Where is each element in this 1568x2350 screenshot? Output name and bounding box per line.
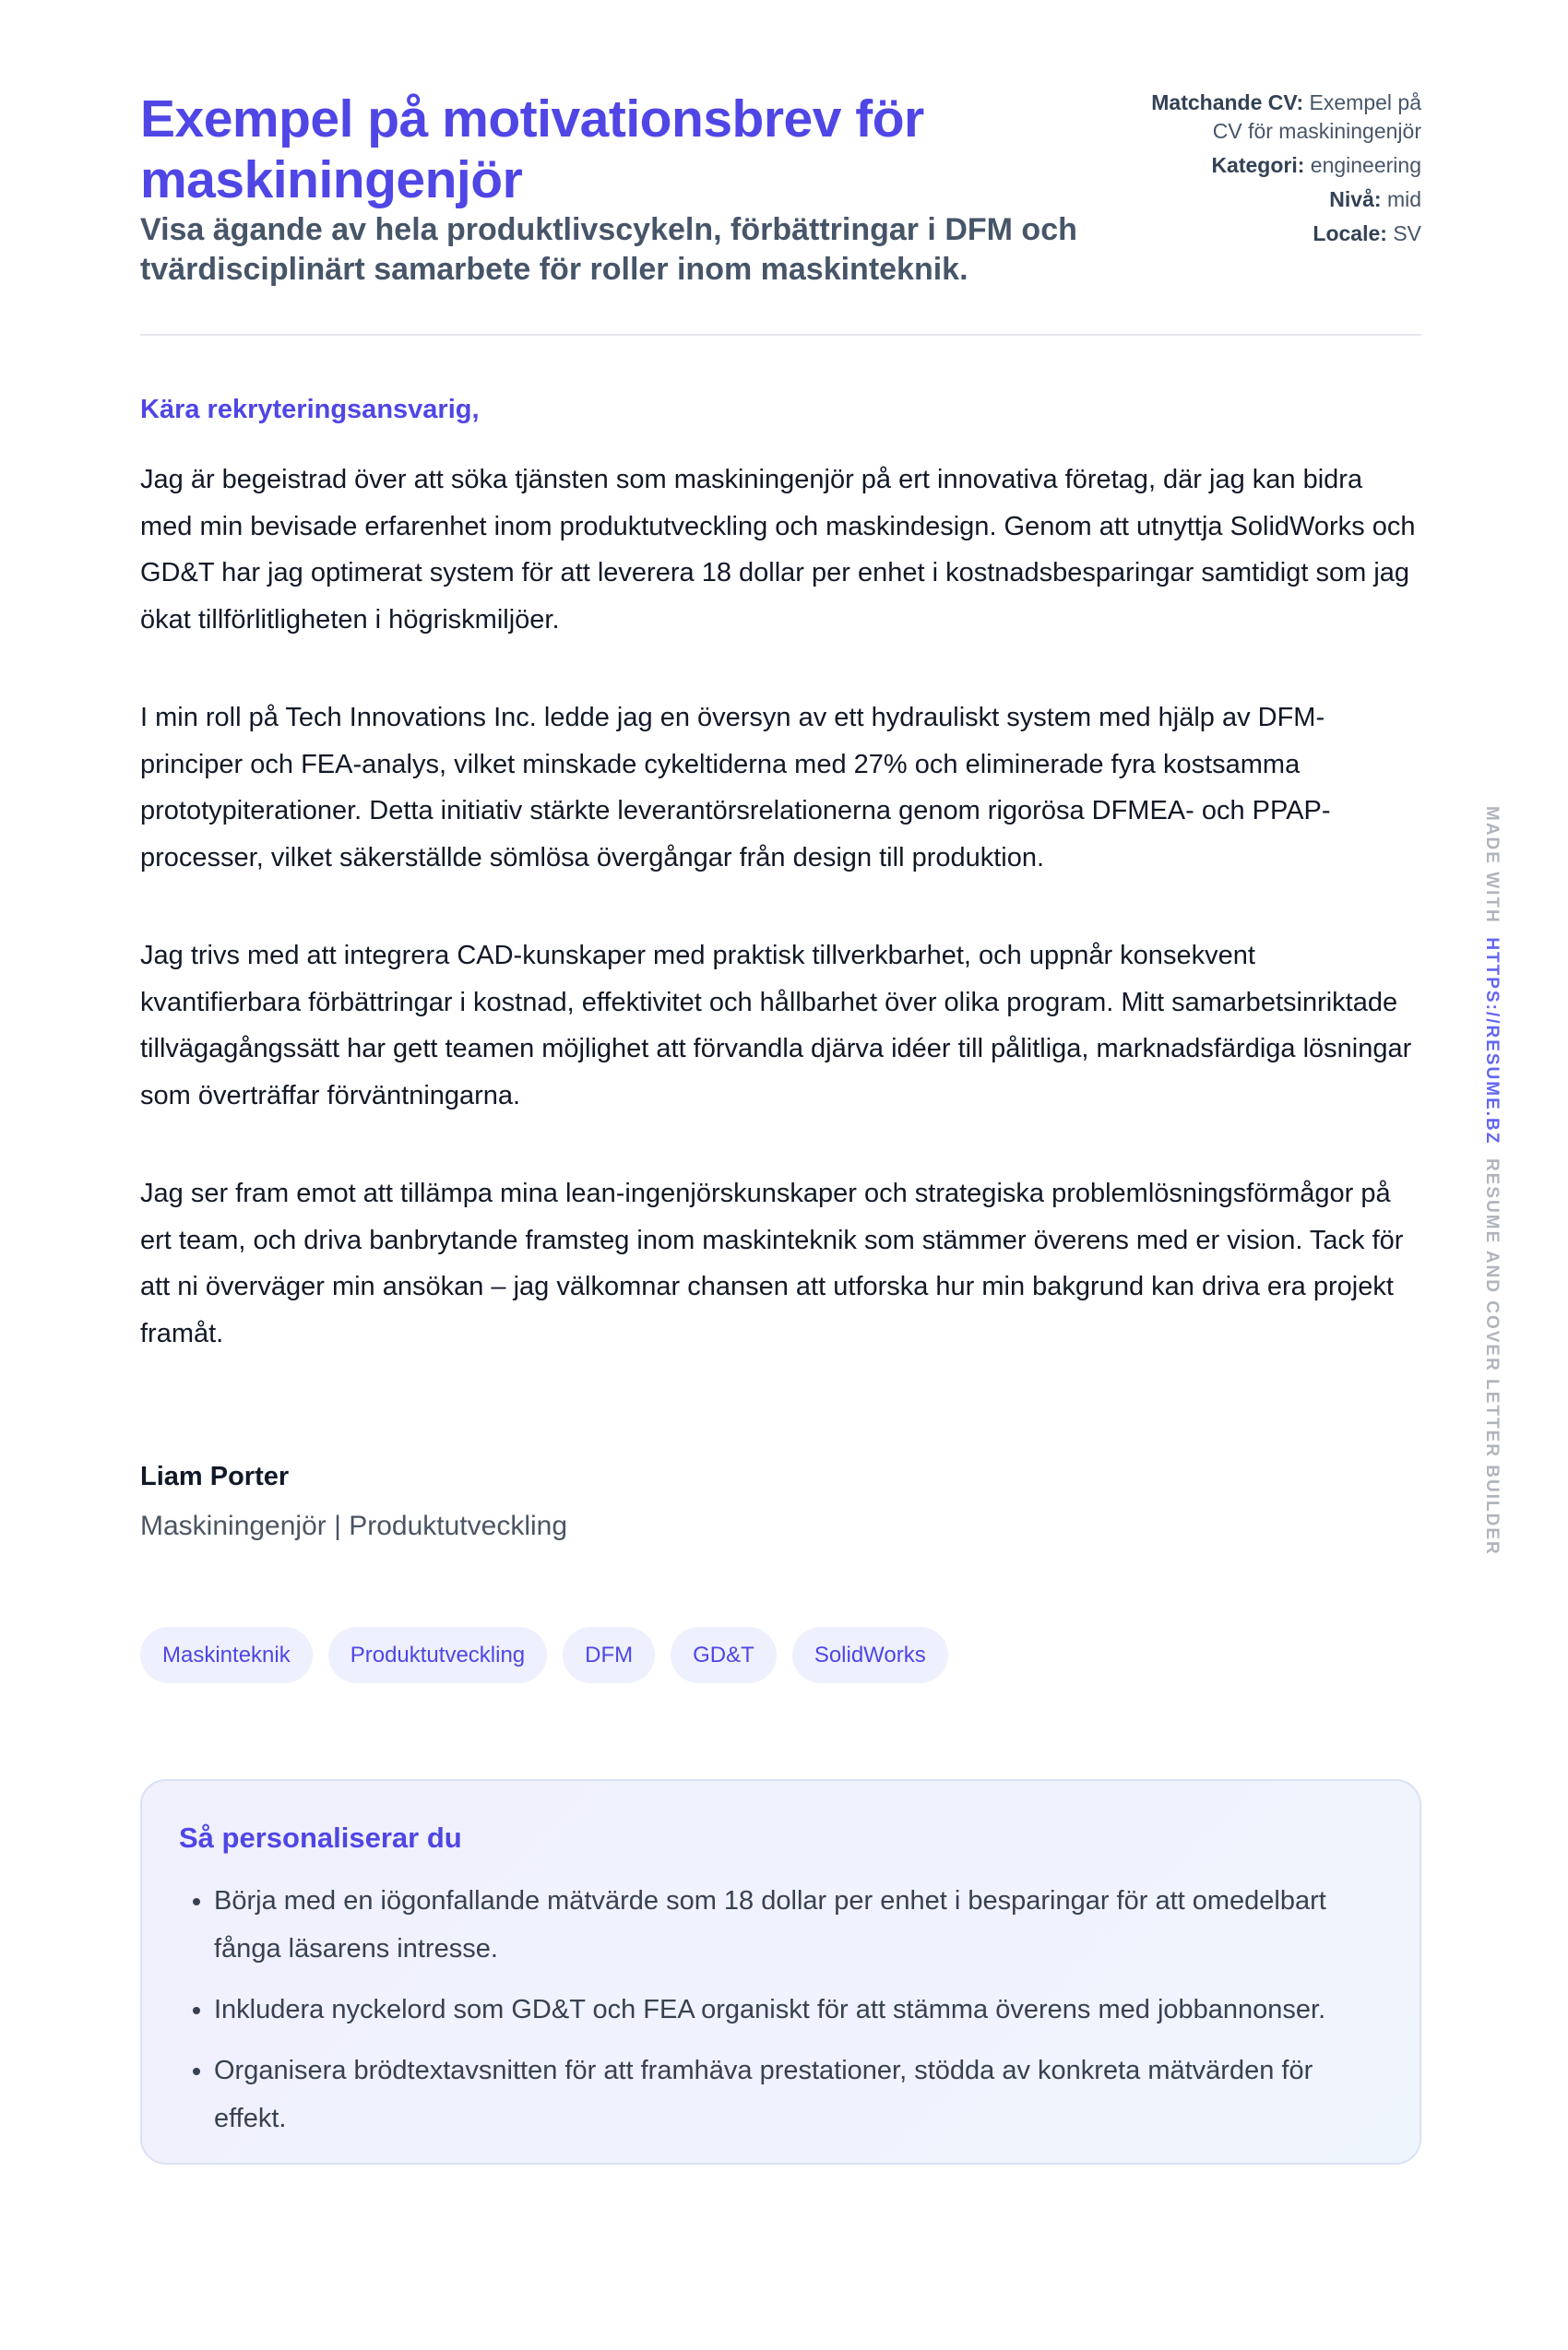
banner-prefix: MADE WITH [1482,806,1502,924]
letter-paragraph: I min roll på Tech Innovations Inc. ledde jag en översyn av ett hydrauliskt system med hjälp av DFM-principer och FEA-analys, vilket minskade cykeltiderna med 27% och eliminerade fyra kostsamma prototypiterationer. Detta initiativ stärkte leverantörsrelationerna genom rigorösa DFMEA- och PPAP-processer, vilket säkerställde sömlösa övergångar från design till produktion. [140,703,1331,872]
signature-role: Maskiningenjör | Produktutveckling [140,1511,568,1541]
meta-value: SV [1393,221,1421,245]
side-banner [1479,806,1507,1556]
meta-locale [1118,220,1421,248]
page-title: Exempel på motivationsbrev för maskiningenjör [140,89,924,209]
title-block [140,89,1118,290]
meta-value: Exempel på CV för maskiningenjör [1212,90,1421,143]
tip-item: • Börja med en iögonfallande mätvärde som 18 dollar per enhet i besparingar för att omedelbart fånga läsarens intresse. [214,1877,1383,1973]
meta-label: Nivå: [1329,187,1382,211]
meta-category [1118,151,1421,180]
meta-info [1118,89,1421,290]
meta-label: Kategori: [1211,153,1305,177]
divider [140,334,1421,336]
tag: SolidWorks [792,1627,948,1683]
page [140,89,1421,2165]
letter-paragraph: Jag trivs med att integrera CAD-kunskaper med praktisk tillverkbarhet, och uppnår konsekvent kvantifierbara förbättringar i kostnad, effektivitet och hållbarhet över olika program. Mitt samarbetsinriktade tillvägagångssätt har gett teamen möjlighet att förvandla djärva idéer till pålitliga, marknadsfärdiga lösningar som överträffar förväntningarna. [140,941,1412,1110]
meta-level [1118,185,1421,214]
tips-title: Så personaliserar du [179,1822,462,1854]
tip-item: • Organisera brödtextavsnitten för att framhäva prestationer, stödda av konkreta mätvärden för effekt. [214,2047,1383,2142]
meta-value: mid [1386,187,1421,211]
tag-list [140,1627,1421,1683]
tip-item: • Inkludera nyckelord som GD&T och FEA organiskt för att stämma överens med jobbannonser. [214,1986,1383,2034]
tag: Maskinteknik [140,1627,313,1683]
side-banner-text [1481,806,1502,1556]
tips-list [179,1877,1383,2142]
meta-matching-cv [1118,89,1421,146]
tag: Produktutveckling [328,1627,547,1683]
letter-paragraph: Jag är begeistrad över att söka tjänsten som maskiningenjör på ert innovativa företag, där jag kan bidra med min bevisade erfarenhet inom produktutveckling och maskindesign. Genom att utnyttja SolidWorks och GD&T har jag optimerat system för att leverera 18 dollar per enhet i kostnadsbesparingar samtidigt som jag ökat tillförlitligheten i högriskmiljöer. [140,465,1416,635]
page-subtitle: Visa ägande av hela produktlivscykeln, förbättringar i DFM och tvärdisciplinärt samarbete för roller inom maskinteknik. [140,212,1077,287]
personalization-tips [140,1779,1421,2165]
tag: GD&T [671,1627,777,1683]
signature-name: Liam Porter [140,1462,290,1491]
meta-value: engineering [1310,153,1421,177]
meta-label: Matchande CV: [1151,90,1304,114]
header [140,89,1421,290]
letter-paragraph: Jag ser fram emot att tillämpa mina lean-ingenjörskunskaper och strategiska problemlösningsförmågor på ert team, och driva banbrytande framsteg inom maskinteknik som stämmer överens med er vision. Tack för att ni överväger min ansökan – jag välkomnar chansen att utforska hur min bakgrund kan driva era projekt framåt. [140,1179,1404,1348]
letter-greeting: Kära rekryteringsansvarig, [140,395,480,424]
banner-suffix: RESUME AND COVER LETTER BUILDER [1482,1157,1502,1556]
resume-link[interactable]: HTTPS://RESUME.BZ [1482,937,1502,1145]
tag: DFM [563,1627,655,1683]
meta-label: Locale: [1313,221,1387,245]
